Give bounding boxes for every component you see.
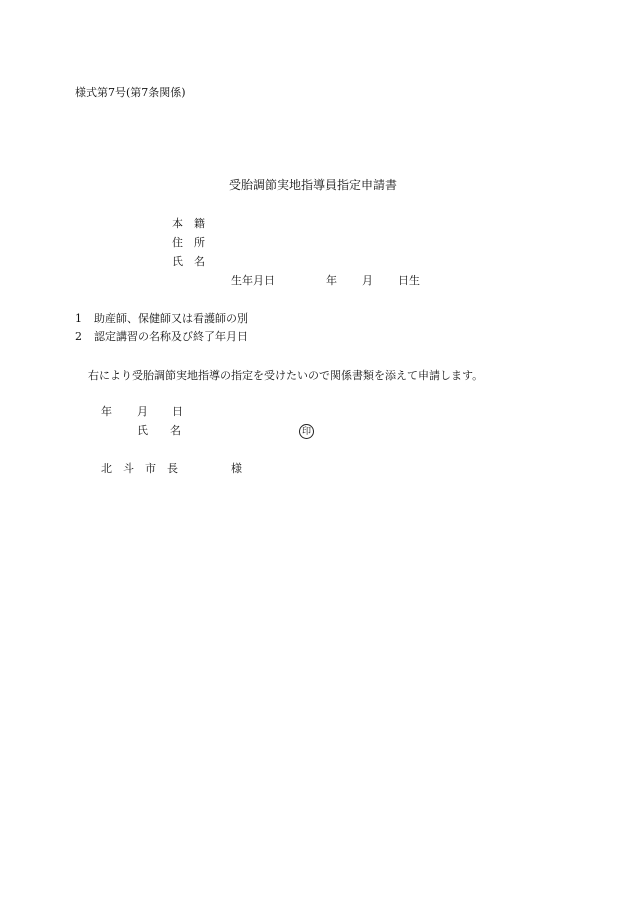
birth-year-label: 年 (326, 274, 337, 287)
item-1-number: 1 (75, 312, 82, 325)
date-year-label: 年 (101, 405, 112, 418)
date-month-label: 月 (137, 405, 148, 418)
signature-name-label: 氏 名 (137, 424, 181, 437)
birth-date-label: 生年月日 (231, 274, 275, 287)
date-day-label: 日 (172, 405, 183, 418)
birth-day-label: 日生 (398, 274, 420, 287)
form-number: 様式第7号(第7条関係) (75, 86, 186, 99)
jusho-label: 住 所 (172, 236, 205, 249)
addressee-name: 北 斗 市 長 (101, 462, 178, 475)
document-title: 受胎調節実地指導員指定申請書 (229, 178, 398, 192)
addressee-honorific: 様 (231, 462, 242, 475)
item-2-number: 2 (75, 330, 82, 343)
application-statement: 右により受胎調節実地指導の指定を受けたいので関係書類を添えて申請します。 (88, 369, 484, 382)
item-1-text: 助産師、保健師又は看護師の別 (94, 312, 248, 325)
item-2-text: 認定講習の名称及び終了年月日 (94, 330, 248, 343)
shimei-label: 氏 名 (172, 255, 205, 268)
honseki-label: 本 籍 (172, 217, 205, 230)
birth-month-label: 月 (362, 274, 373, 287)
seal-mark: 印 (299, 424, 314, 439)
